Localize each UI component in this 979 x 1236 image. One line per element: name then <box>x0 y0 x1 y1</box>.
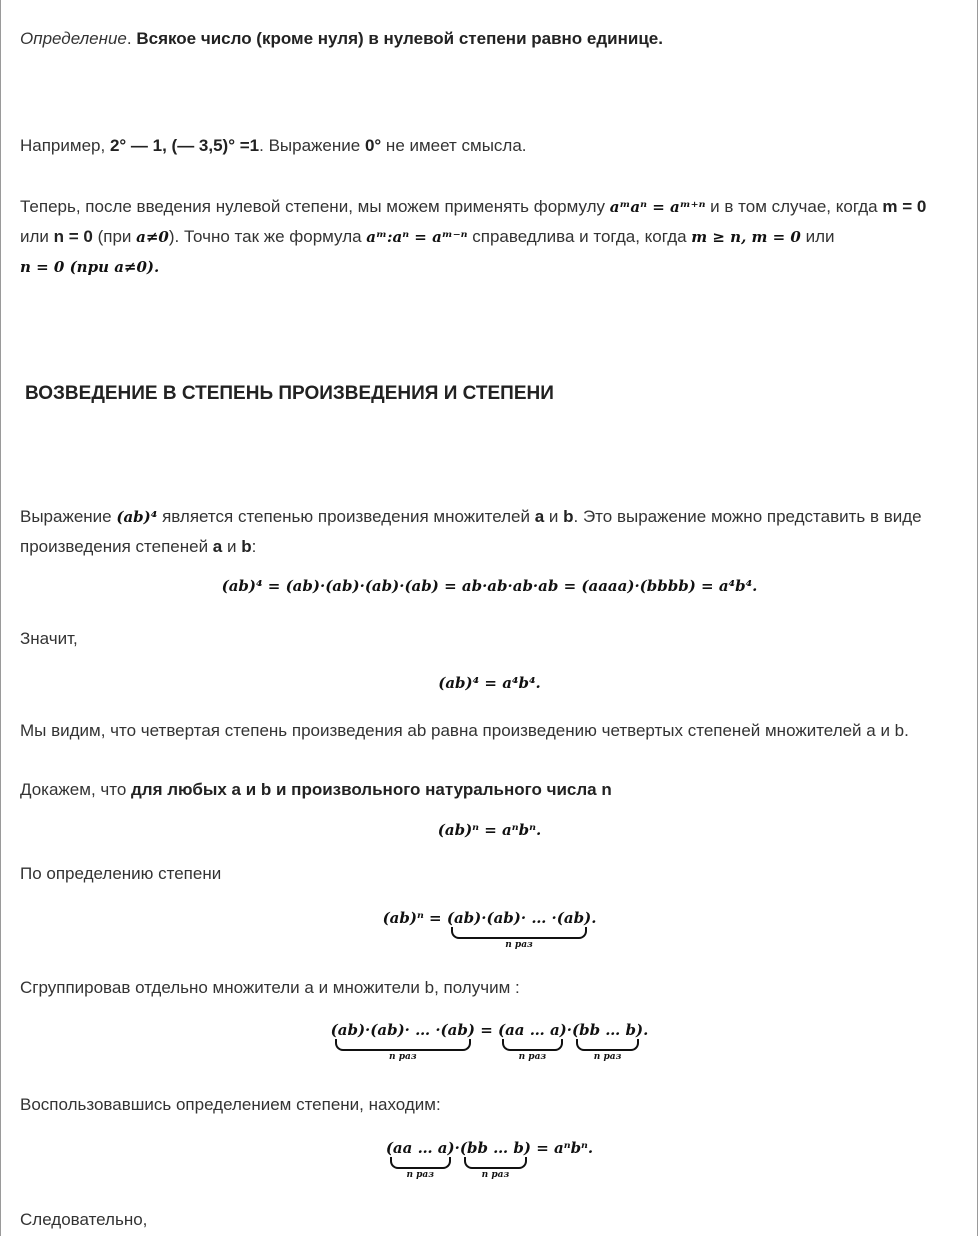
section-heading: ВОЗВЕДЕНИЕ В СТЕПЕНЬ ПРОИЗВЕДЕНИЯ И СТЕПЕНИ <box>25 383 554 404</box>
zero-power: 0° <box>364 136 382 155</box>
prove-t1: Докажем, что <box>20 780 132 799</box>
group-paragraph: Сгруппировав отдельно множители a и множители b, получим : <box>20 978 520 997</box>
expr-t3: . Это выражение можно представить в виде <box>573 507 922 526</box>
expression-paragraph <box>20 502 959 562</box>
condition: a≠0 <box>136 228 169 246</box>
f6-u2: (bb … b) <box>459 1139 531 1157</box>
f5-dot: · <box>566 1021 573 1039</box>
formula-2: (ab)⁴ = a⁴b⁴. <box>438 674 541 692</box>
f5-brace-1 <box>335 1039 471 1051</box>
f6-brace-1 <box>390 1157 451 1169</box>
example-expression: 2° — 1, (— 3,5)° =1 <box>109 136 260 155</box>
prove-paragraph <box>20 775 959 805</box>
f5-u2: (aa … a) <box>497 1021 567 1039</box>
f5-u3: (bb … b) <box>572 1021 644 1039</box>
f4-brace <box>451 927 587 939</box>
example-pre: Например, <box>20 136 110 155</box>
example-mid: . Выражение <box>259 136 365 155</box>
f4-under: (ab)·(ab)· … ·(ab) <box>446 909 592 927</box>
expr-and: и <box>544 507 564 526</box>
now-t1: Теперь, после введения нулевой степени, мы можем применять формулу <box>20 197 610 216</box>
formula-divide: aᵐ:aⁿ = aᵐ⁻ⁿ <box>366 228 468 246</box>
using-paragraph: Воспользовавшись определением степени, находим: <box>20 1095 441 1114</box>
f5-end: . <box>643 1021 649 1039</box>
f6-rhs: = aⁿbⁿ. <box>530 1139 594 1157</box>
now-t4: (при <box>92 227 137 246</box>
now-t2: и в том случае, когда <box>705 197 883 216</box>
expr-colon: : <box>251 537 257 556</box>
f6-label-2: n раз <box>481 1170 510 1180</box>
expr-t4: произведения степеней <box>20 537 213 556</box>
expr-t2: является степенью произведения множителей <box>157 507 535 526</box>
f6-u1: (aa … a) <box>385 1139 455 1157</box>
f4-lhs: (ab)ⁿ = <box>382 909 447 927</box>
definition: Определение. Всякое число (кроме нуля) в нулевой степени равно единице. <box>20 29 663 48</box>
expr-b: b <box>563 507 574 526</box>
now-t5: ). Точно так же формула <box>168 227 367 246</box>
see-paragraph: Мы видим, что четвертая степень произведения ab равна произведению четвертых степеней множителей a и b. <box>20 721 909 740</box>
definition-text: Всякое число (кроме нуля) в нулевой степени равно единице. <box>136 29 663 48</box>
f6-group-2 <box>460 1139 531 1181</box>
example-paragraph <box>20 131 959 161</box>
f5-label-1: n раз <box>389 1052 417 1062</box>
definition-label: Определение <box>20 29 127 48</box>
now-t3: или <box>20 227 54 246</box>
formula-3: (ab)ⁿ = aⁿbⁿ. <box>437 821 542 839</box>
expr-and2: и <box>222 537 242 556</box>
condition-line3: n = 0 (при a≠0). <box>20 258 160 276</box>
f6-dot: · <box>454 1139 460 1157</box>
now-paragraph <box>20 192 959 282</box>
f4-brace-label: n раз <box>505 940 533 950</box>
by-definition: По определению степени <box>20 864 222 883</box>
expr-formula: (ab)⁴ <box>116 508 158 526</box>
condition-2: m ≥ n, m = 0 <box>691 228 801 246</box>
f6-group-1 <box>386 1139 455 1181</box>
f5-brace-3 <box>576 1039 639 1051</box>
formula-5 <box>0 1021 979 1063</box>
expr-b2: b <box>241 537 252 556</box>
expr-t1: Выражение <box>20 507 117 526</box>
f5-group-3 <box>572 1021 643 1063</box>
n-zero: n = 0 <box>53 227 93 246</box>
f6-label-1: n раз <box>406 1170 434 1180</box>
now-t6: справедлива и тогда, когда <box>467 227 692 246</box>
example-post: не имеет смысла. <box>381 136 527 155</box>
f5-group-2 <box>498 1021 567 1063</box>
formula-multiply: aᵐaⁿ = aᵐ⁺ⁿ <box>609 198 706 216</box>
m-zero: m = 0 <box>882 197 927 216</box>
expr-a: a <box>534 507 545 526</box>
f4-end: . <box>591 909 597 927</box>
prove-bold: для любых a и b и произвольного натурального числа n <box>131 780 612 799</box>
now-t7: или <box>800 227 835 246</box>
formula-6 <box>0 1139 979 1181</box>
f5-brace-2 <box>502 1039 563 1051</box>
f5-group-1 <box>331 1021 475 1063</box>
f5-eq: = <box>474 1021 498 1039</box>
f4-underbrace-group <box>447 909 591 951</box>
znachit: Значит, <box>20 629 78 648</box>
f6-brace-2 <box>464 1157 527 1169</box>
f5-label-3: n раз <box>593 1052 622 1062</box>
expr-a2: a <box>212 537 223 556</box>
formula-1: (ab)⁴ = (ab)·(ab)·(ab)·(ab) = ab·ab·ab·ab = (aaaa)·(bbbb) = a⁴b⁴. <box>221 577 758 595</box>
f5-u1: (ab)·(ab)· … ·(ab) <box>330 1021 475 1039</box>
formula-4 <box>0 909 979 951</box>
f5-label-2: n раз <box>518 1052 547 1062</box>
therefore: Следовательно, <box>20 1210 148 1229</box>
